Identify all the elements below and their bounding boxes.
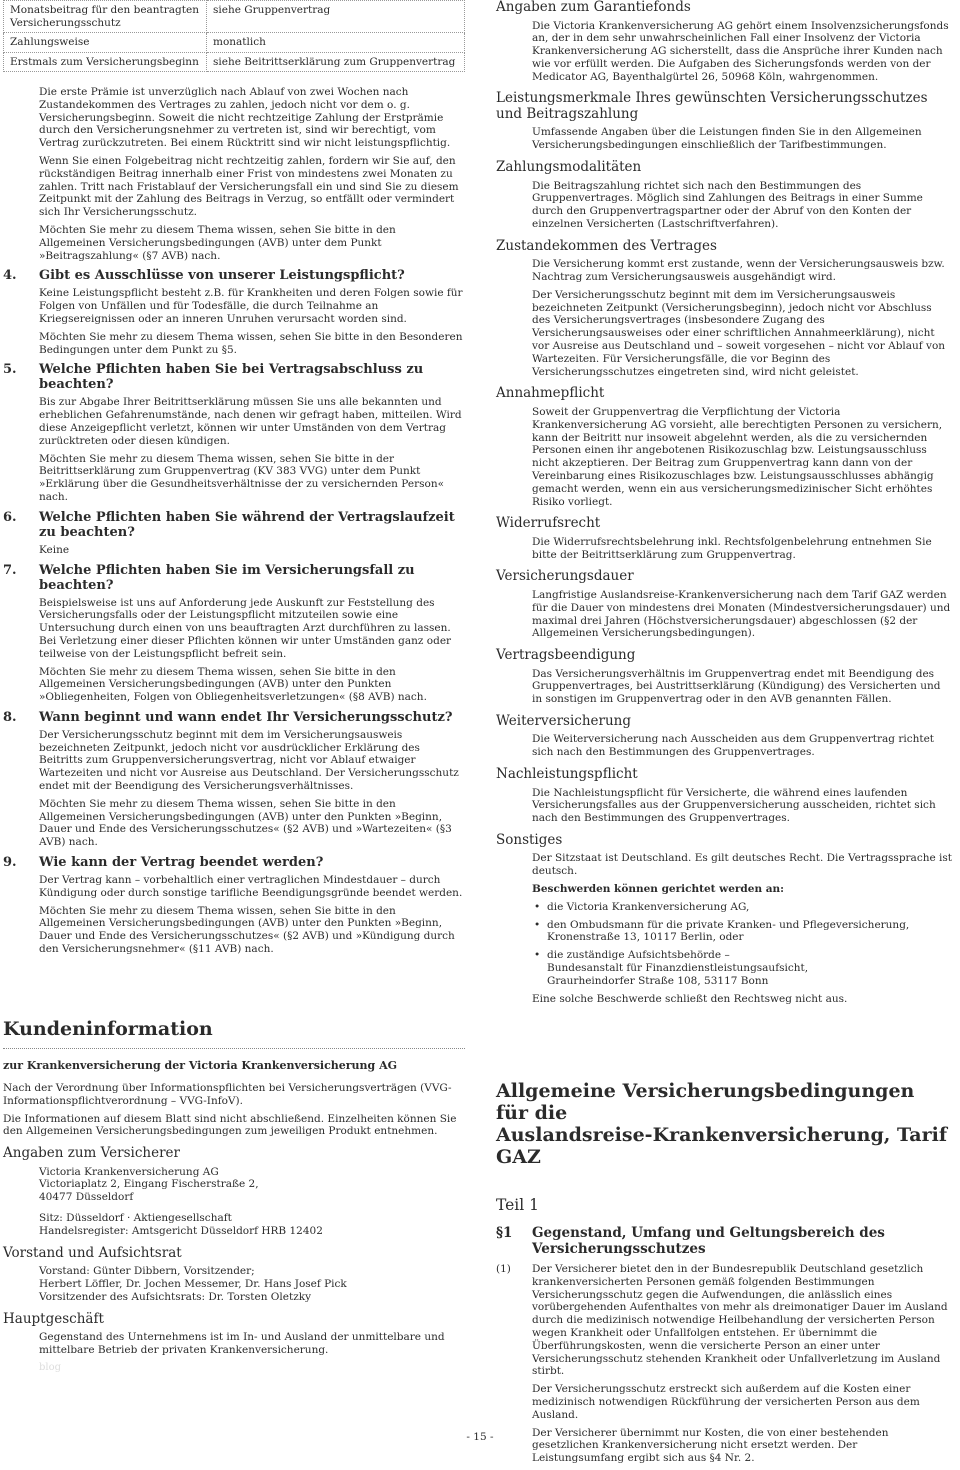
left-column [3,0,465,961]
table-cell-value: monatlich [207,33,465,53]
paragraph-1: (1) Der Versicherer bietet den in der Bundesrepublik Deutschland gesetzlich krankenversicherten Personen gemäß folgenden Bestimmungen Versicherungsschutz gegen die Aufwendungen, die anlässlich eines vorübergehenden Aufenthaltes von mehr als dreimonatiger Dauer im Ausland durch die medizinisch notwendige Heilbehandlung der versicherten Person wegen Krankheit oder Unfallfolgen entstehen. Er übernimmt die Überführungskosten, wenn die versicherte Person an einer unter Versicherungsschutz stehenden Krankheit oder Unfallverletzung im Ausland stirbt. [496,1263,948,1378]
withdrawal-text: Die Widerrufsrechtsbelehrung inkl. Rechtsfolgenbelehrung entnehmen Sie bitte der Beitrittserklärung zum Gruppenvertrag. [532,535,932,561]
paragraph-1-limit: Der Versicherer übernimmt nur Kosten, die von einer bestehenden gesetzlichen Krankenversicherung nicht ersetzt werden. Der Leistungsumfang ergibt sich aus §4 Nr. 2. [532,1426,889,1465]
section-1-heading: §1 Gegenstand, Umfang und Geltungsbereich des Versicherungsschutzes [496,1225,885,1257]
duration-heading: Versicherungsdauer [496,568,634,585]
guarantee-fund-heading: Angaben zum Garantiefonds [496,0,691,15]
question-5-heading: 5. Welche Pflichten haben Sie bei Vertragsabschluss zu beachten? [3,362,424,393]
question-8-text: Der Versicherungsschutz beginnt mit dem im Versicherungsausweis bezeichneten Zeitpunkt, jedoch nicht vor ausdrücklicher Erklärung des Beitritts zum Gruppenversicherungsvertrag, nicht vor Ablauf etwaiger Wartezeiten und nicht vor Ausreise aus Deutschland. Der Versicherungsschutz endet mit der Beendigung des Versicherungsverhältnisses. [39,728,459,793]
customer-info-subtitle: zur Krankenversicherung der Victoria Krankenversicherung AG [3,1059,398,1072]
paragraph-1-continued: Der Versicherungsschutz erstreckt sich außerdem auf die Kosten einer medizinisch notwendigen Rückführung der versicherten Person aus dem Ausland. [532,1383,920,1421]
followup-premium-paragraph: Wenn Sie einen Folgebeitrag nicht rechtzeitig zahlen, fordern wir Sie auf, den rückständigen Beitrag innerhalb einer Frist von mindestens zwei Monaten zu zahlen. Tritt nach Fristablauf der Versicherungsfall ein und sind Sie zu diesem Zeitpunkt mit der Zahlung des Beitrags in Verzug, so entfällt oder vermindert sich Ihr Versicherungsschutz. [39,154,459,219]
question-4-reference: Möchten Sie mehr zu diesem Thema wissen, sehen Sie bitte in den Besonderen Bedingungen unter dem Punkt zu §5. [39,330,463,356]
question-5-text: Bis zur Abgabe Ihrer Beitrittserklärung müssen Sie uns alle bekannten und erheblichen Gefahrenumstände, nach denen wir gefragt haben, mitteilen. Wird diese Anzeigepflicht verletzt, können wir unter Umständen von dem Vertrag zurücktreten oder diesen kündigen. [39,396,462,447]
insurer-heading: Angaben zum Versicherer [3,1145,180,1162]
premium-paragraph: Die erste Prämie ist unverzüglich nach Ablauf von zwei Wochen nach Zustandekommen des Vertrages zu zahlen, jedoch nicht vor dem o. g. Versicherungsbeginn. Soweit die nicht rechtzeitige Zahlung der Erstprämie durch den Versicherungsnehmer zu vertreten ist, sind wir berechtigt, vom Vertrag zurückzutreten. Bei einem Rücktritt sind wir nicht leistungspflichtig. [39,86,451,150]
customer-info-section [3,1018,465,1373]
table-cell-key: Erstmals zum Versicherungsbeginn [4,52,207,72]
disclaimer-paragraph: Die Informationen auf diesem Blatt sind nicht abschließend. Einzelheiten können Sie den Allgemeinen Versicherungsbedingungen zum jeweiligen Produkt entnehmen. [3,1112,457,1138]
dotted-divider [3,1048,465,1049]
question-6-heading: 6. Welche Pflichten haben Sie während der Vertragslaufzeit zu beachten? [3,509,455,540]
question-9-reference: Möchten Sie mehr zu diesem Thema wissen, sehen Sie bitte in den Allgemeinen Versicherungsbedingungen (AVB) unter den Punkten »Beginn, Dauer und Ende des Versicherungsschutzes« (§2 AVB) und »Kündigung durch den Versicherungsnehmer« (§11 AVB) nach. [39,904,455,956]
acceptance-heading: Annahmepflicht [496,385,605,402]
question-7-text: Beispielsweise ist uns auf Anforderung jede Auskunft zur Feststellung des Versicherungsfalls oder der Leistungspflicht mitzuteilen sowie eine Untersuchung durch einen von uns beauftragten Arzt durchführen zu lassen. Bei Verletzung einer dieser Pflichten können wir unter Umständen ganz oder teilweise von der Leistungspflicht befreit sein. [39,596,452,660]
board-heading: Vorstand und Aufsichtsrat [3,1244,182,1261]
benefits-text: Umfassende Angaben über die Leistungen finden Sie in den Allgemeinen Versicherungsbedingungen einschließlich der Tarifbestimmungen. [532,126,922,152]
avb-reference-paragraph: Möchten Sie mehr zu diesem Thema wissen, sehen Sie bitte in den Allgemeinen Versicherungsbedingungen (AVB) unter dem Punkt »Beitragszahlung« (§7 AVB) nach. [39,223,396,262]
main-business-heading: Hauptgeschäft [3,1310,104,1327]
insurer-registry: Sitz: Düsseldorf · Aktiengesellschaft Handelsregister: Amtsgericht Düsseldorf HRB 12402 [39,1212,323,1237]
guarantee-fund-text: Die Victoria Krankenversicherung AG gehört einem Insolvenzsicherungsfonds an, der in dem sehr unwahrscheinlichen Fall einer Insolvenz der Victoria Krankenversicherung AG sicherstellt, dass die Ansprüche ihrer Kunden nach wie vor erfüllt werden. Die Aufgaben des Sicherungsfonds werden von der Medicator AG, Bayenthalgürtel 26, 50968 Köln, wahrgenommen. [532,19,949,83]
question-6-text: Keine [39,543,70,556]
contract-info-table [3,0,465,72]
table-cell-key: Zahlungsweise [4,33,207,53]
question-7-heading: 7. Welche Pflichten haben Sie im Versicherungsfall zu beachten? [3,562,415,593]
termination-text: Das Versicherungsverhältnis im Gruppenvertrag endet mit Beendigung des Gruppenvertrages, bei Austrittserklärung (Kündigung) des Versicherten und in sonstigen im Gruppenvertrag oder in den AVB genannten Fällen. [532,667,941,706]
table-cell-key: Monatsbeitrag für den beantragten Versicherungsschutz [4,1,207,33]
complaints-heading: Beschwerden können gerichtet werden an: [532,883,785,896]
main-business-text: Gegenstand des Unternehmens ist im In- und Ausland der unmittelbare und mittelbare Betrieb der privaten Krankenversicherung. [39,1331,445,1356]
miscellaneous-text: Der Sitzstaat ist Deutschland. Es gilt deutsches Recht. Die Vertragssprache ist deutsch. [532,852,952,878]
question-7-reference: Möchten Sie mehr zu diesem Thema wissen, sehen Sie bitte in den Allgemeinen Versicherungsbedingungen (AVB) unter den Punkten »Obliegenheiten, Folgen von Obliegenheitsverletzungen« (§8 AVB) nach. [39,665,427,704]
conclusion-text-1: Die Versicherung kommt erst zustande, wenn der Versicherungsausweis bzw. Nachtrag zum Versicherungsausweis ausgehändigt wird. [532,258,945,284]
question-8-reference: Möchten Sie mehr zu diesem Thema wissen, sehen Sie bitte in den Allgemeinen Versicherungsbedingungen (AVB) unter den Punkten »Beginn, Dauer und Ende des Versicherungsschutzes« (§2 AVB) und »Wartezeiten« (§3 AVB) nach. [39,797,452,849]
payment-text: Die Beitragszahlung richtet sich nach den Bestimmungen des Gruppenvertrages. Möglich sind Zahlungen des Beitrags in einer Summe durch den Gruppenvertragspartner oder der Abruf von den Konten der einzelnen Versicherten (Lastschriftverfahren). [532,179,923,230]
question-5-reference: Möchten Sie mehr zu diesem Thema wissen, sehen Sie bitte in der Beitrittserklärung zum Gruppenvertrag (KV 383 VVG) unter dem Punkt »Erklärung über die Gesundheitsverhältnisse der zu versichernden Person« nach. [39,452,445,503]
question-4-text: Keine Leistungspflicht besteht z.B. für Krankheiten und deren Folgen sowie für Folgen von Unfällen und für Todesfälle, die durch Teilnahme an Kriegsereignissen oder an inneren Unruhen verursacht worden sind. [39,287,463,325]
question-9-heading: 9. Wie kann der Vertrag beendet werden? [3,855,324,871]
complaints-list [532,901,952,988]
question-4-heading: 4. Gibt es Ausschlüsse von unserer Leistungspflicht? [3,268,405,284]
table-row [4,52,465,72]
withdrawal-heading: Widerrufsrecht [496,515,601,532]
benefits-heading: Leistungsmerkmale Ihres gewünschten Versicherungsschutzes und Beitragszahlung [496,90,928,122]
board-members: Vorstand: Günter Dibbern, Vorsitzender; Herbert Löffler, Dr. Jochen Messemer, Dr. Hans Josef Pick Vorsitzender des Aufsichtsrats: Dr. Torsten Oletzky [39,1265,347,1303]
table-row [4,33,465,53]
watermark-text: blog [39,1361,62,1373]
acceptance-text: Soweit der Gruppenvertrag die Verpflichtung der Victoria Krankenversicherung AG vorsieht, alle berechtigten Personen zu versichern, kann der Beitritt nur insoweit abgelehnt werden, als die zu versichernden Personen einen ihr angebotenen Risikozuschlag bzw. Leistungsausschluss nicht akzeptieren. Der Beitrag zum Gruppenvertrag kann dann von der Vereinbarung eines Risikozuschlages bzw. Leistungsausschlusses abhängig gemacht werden, wenn ein aus versicherungsmedizinischer Sicht erhöhtes Risiko vorliegt. [532,405,943,508]
avb-section [496,1080,952,1470]
insurer-address: Victoria Krankenversicherung AG Victoriaplatz 2, Eingang Fischerstraße 2, 40477 Düsseldorf [39,1165,259,1204]
avb-title: Allgemeine Versicherungsbedingungen für die Auslandsreise-Krankenversicherung, Tarif GAZ [496,1080,947,1168]
conclusion-text-2: Der Versicherungsschutz beginnt mit dem im Versicherungsausweis bezeichneten Zeitpunkt (Versicherungsbeginn), jedoch nicht vor Abschluss des Versicherungsvertrages (insbesondere Zugang des Versicherungsausweises oder einer schriftlichen Annahmeerklärung), nicht vor Ausreise aus Deutschland und – soweit vorgesehen – nicht vor Ablauf von Wartezeiten. Für Versicherungsfälle, die vor Beginn des Versicherungsschutzes eingetreten sind, wird nicht geleistet. [532,288,946,378]
question-8-heading: 8. Wann beginnt und wann endet Ihr Versicherungsschutz? [3,709,453,725]
list-item: • die Victoria Krankenversicherung AG, [532,901,952,914]
table-row [4,1,465,33]
termination-heading: Vertragsbeendigung [496,647,636,664]
question-9-text: Der Vertrag kann – vorbehaltlich einer vertraglichen Mindestdauer – durch Kündigung oder durch sonstige tarifliche Beendigungsgründe beendet werden. [39,874,463,899]
post-benefit-text: Die Nachleistungspflicht für Versicherte, die während eines laufenden Versicherungsfalles aus der Gruppenversicherung ausscheiden, richtet sich nach den Bestimmungen des Gruppenvertrages. [532,786,936,825]
continuation-text: Die Weiterversicherung nach Ausscheiden aus dem Gruppenvertrag richtet sich nach den Bestimmungen des Gruppenvertrages. [532,733,934,759]
customer-info-title: Kundeninformation [3,1018,213,1040]
miscellaneous-heading: Sonstiges [496,831,563,848]
complaints-end-text: Eine solche Beschwerde schließt den Rechtsweg nicht aus. [532,992,848,1005]
conclusion-heading: Zustandekommen des Vertrages [496,237,717,254]
list-item: • die zuständige Aufsichtsbehörde – Bundesanstalt für Finanzdienstleistungsaufsicht, Graurheindorfer Straße 108, 53117 Bonn [532,949,952,987]
part-heading: Teil 1 [496,1196,540,1214]
regulation-paragraph: Nach der Verordnung über Informationspflichten bei Versicherungsverträgen (VVG-Informationspflichtverordnung – VVG-InfoV). [3,1082,452,1107]
continuation-heading: Weiterversicherung [496,712,631,729]
table-cell-value: siehe Beitrittserklärung zum Gruppenvertrag [207,52,465,72]
duration-text: Langfristige Auslandsreise-Krankenversicherung nach dem Tarif GAZ werden für die Dauer von mindestens drei Monaten (Mindestversicherungsdauer) und maximal drei Jahren (Höchstversicherungsdauer) abgeschlossen (§2 der Allgemeinen Versicherungsbedingungen). [532,588,951,640]
payment-heading: Zahlungsmodalitäten [496,159,642,176]
right-column [496,0,952,1010]
list-item: • den Ombudsmann für die private Kranken- und Pflegeversicherung, Kronenstraße 13, 10117 Berlin, oder [532,919,952,945]
page-number: - 15 - [466,1431,494,1443]
table-cell-value: siehe Gruppenvertrag [207,1,465,33]
post-benefit-heading: Nachleistungspflicht [496,766,638,783]
